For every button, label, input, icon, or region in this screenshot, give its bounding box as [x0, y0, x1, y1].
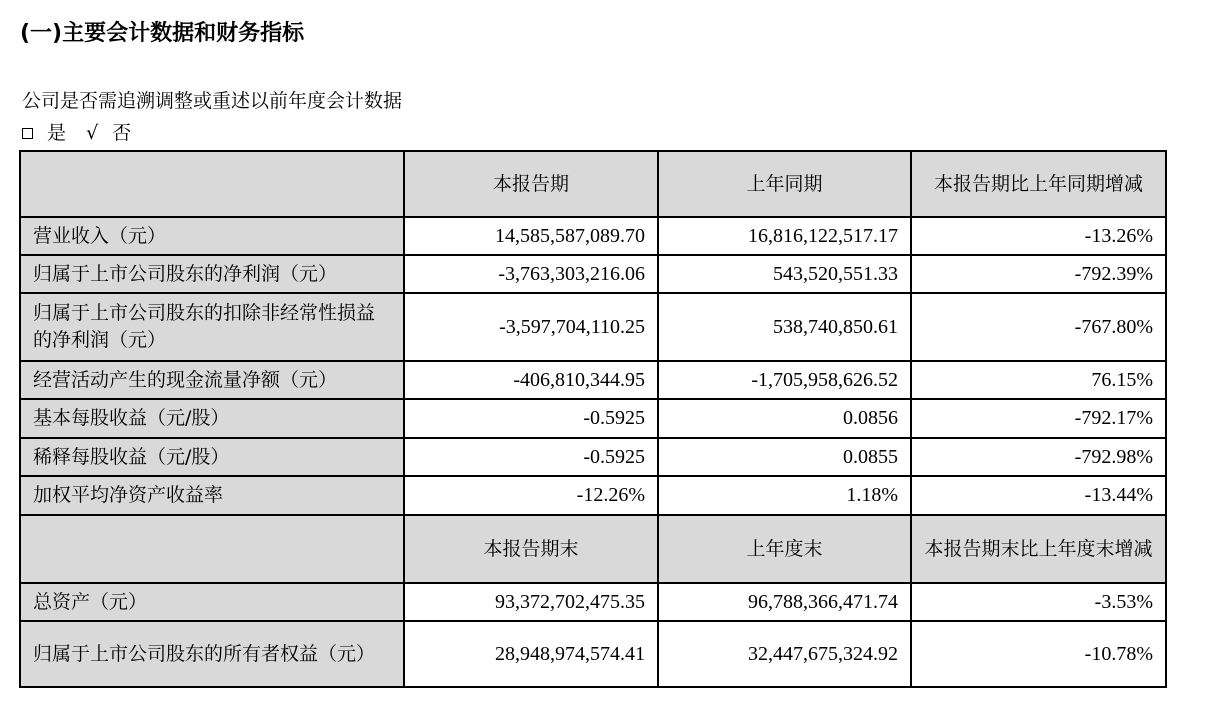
row-label: 基本每股收益（元/股） — [20, 399, 404, 438]
row-label: 经营活动产生的现金流量净额（元） — [20, 361, 404, 399]
cell-value: -3,763,303,216.06 — [404, 255, 658, 293]
row-label: 总资产（元） — [20, 583, 404, 621]
table-row — [20, 621, 1166, 687]
table-row — [20, 361, 1166, 399]
section-title: (一)主要会计数据和财务指标 — [20, 21, 305, 46]
cell-value: 0.0855 — [658, 438, 911, 476]
column-header: 本报告期末比上年度末增减 — [911, 515, 1166, 583]
cell-value: 0.0856 — [658, 399, 911, 438]
column-header: 上年度末 — [658, 515, 911, 583]
cell-value: -792.98% — [911, 438, 1166, 476]
cell-value: -0.5925 — [404, 438, 658, 476]
cell-value: -406,810,344.95 — [404, 361, 658, 399]
column-header: 本报告期 — [404, 151, 658, 217]
cell-value: 96,788,366,471.74 — [658, 583, 911, 621]
column-header: 本报告期比上年同期增减 — [911, 151, 1166, 217]
option-no: 否 — [112, 122, 132, 144]
column-header: 上年同期 — [658, 151, 911, 217]
table-row — [20, 255, 1166, 293]
table-header-row — [20, 515, 1166, 583]
checkbox-empty-icon — [22, 128, 33, 139]
table-row — [20, 438, 1166, 476]
cell-value: 93,372,702,475.35 — [404, 583, 658, 621]
financial-table — [19, 150, 1167, 688]
table-row — [20, 293, 1166, 361]
column-header: 本报告期末 — [404, 515, 658, 583]
cell-value: 538,740,850.61 — [658, 293, 911, 361]
header-blank — [20, 151, 404, 217]
cell-value: -3.53% — [911, 583, 1166, 621]
table-header-row — [20, 151, 1166, 217]
row-label: 归属于上市公司股东的所有者权益（元） — [20, 621, 404, 687]
cell-value: 1.18% — [658, 476, 911, 515]
restatement-question: 公司是否需追溯调整或重述以前年度会计数据 — [22, 90, 403, 112]
restatement-options — [22, 118, 145, 145]
row-label: 归属于上市公司股东的净利润（元） — [20, 255, 404, 293]
cell-value: 543,520,551.33 — [658, 255, 911, 293]
row-label: 营业收入（元） — [20, 217, 404, 255]
cell-value: -767.80% — [911, 293, 1166, 361]
option-yes: 是 — [47, 122, 67, 144]
cell-value: -792.39% — [911, 255, 1166, 293]
cell-value: 16,816,122,517.17 — [658, 217, 911, 255]
cell-value: 28,948,974,574.41 — [404, 621, 658, 687]
cell-value: 14,585,587,089.70 — [404, 217, 658, 255]
cell-value: -792.17% — [911, 399, 1166, 438]
cell-value: -13.26% — [911, 217, 1166, 255]
cell-value: 32,447,675,324.92 — [658, 621, 911, 687]
cell-value: -1,705,958,626.52 — [658, 361, 911, 399]
table-row — [20, 583, 1166, 621]
cell-value: -0.5925 — [404, 399, 658, 438]
table-row — [20, 217, 1166, 255]
table-row — [20, 399, 1166, 438]
cell-value: 76.15% — [911, 361, 1166, 399]
cell-value: -13.44% — [911, 476, 1166, 515]
row-label: 加权平均净资产收益率 — [20, 476, 404, 515]
checkmark-icon: √ — [86, 122, 99, 144]
header-blank — [20, 515, 404, 583]
row-label: 稀释每股收益（元/股） — [20, 438, 404, 476]
cell-value: -10.78% — [911, 621, 1166, 687]
row-label: 归属于上市公司股东的扣除非经常性损益的净利润（元） — [20, 293, 404, 361]
cell-value: -12.26% — [404, 476, 658, 515]
cell-value: -3,597,704,110.25 — [404, 293, 658, 361]
table-row — [20, 476, 1166, 515]
